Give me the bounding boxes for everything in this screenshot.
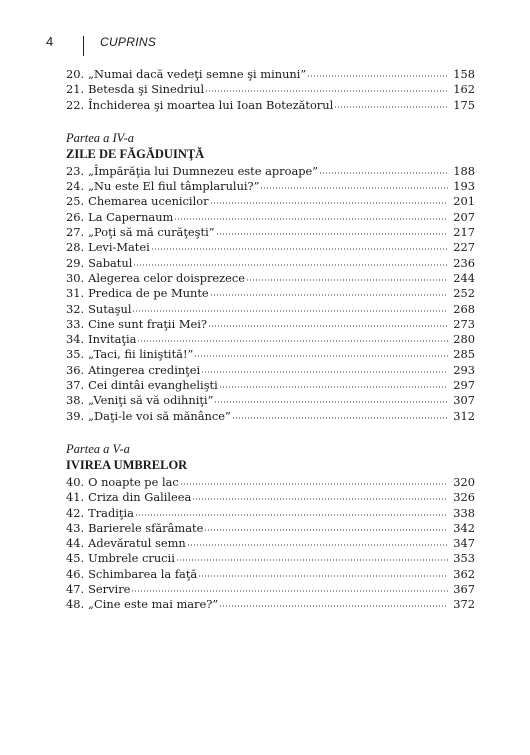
entry-page-number: 367 xyxy=(453,582,475,597)
entry-title: Levi-Matei xyxy=(88,240,150,255)
entry-title: Alegerea celor doisprezece xyxy=(88,270,246,285)
dot-leader xyxy=(133,255,448,267)
entry-title: Sutaşul xyxy=(88,301,132,316)
entry-page-number: 193 xyxy=(453,179,475,194)
entry-number: 26. xyxy=(66,209,85,224)
entry-number: 44. xyxy=(66,536,85,551)
part4-label: Partea a IV-a xyxy=(66,130,135,145)
entry-title: Servire xyxy=(88,582,131,597)
entry-title: La Capernaum xyxy=(88,209,174,224)
entry-page-number: 285 xyxy=(453,347,475,362)
entry-title: „Numai dacă vedeţi semne şi minuni” xyxy=(88,67,307,81)
running-header-title: CUPRINS xyxy=(100,35,157,49)
entry-page-number: 175 xyxy=(453,97,475,112)
entry-page-number: 207 xyxy=(453,209,475,224)
toc-entry[interactable] xyxy=(66,474,475,489)
part5-title: IVIREA UMBRELOR xyxy=(66,457,188,472)
dot-leader xyxy=(176,550,448,562)
entry-title: Schimbarea la faţă xyxy=(88,566,198,581)
dot-leader xyxy=(135,505,448,517)
dot-leader xyxy=(187,535,448,547)
entry-page-number: 244 xyxy=(453,270,475,285)
dot-leader xyxy=(201,362,448,374)
toc-entry[interactable] xyxy=(66,377,475,392)
dot-leader xyxy=(205,81,448,93)
toc-entry[interactable] xyxy=(66,209,475,224)
entry-number: 27. xyxy=(66,225,85,240)
entry-page-number: 338 xyxy=(453,505,475,520)
entry-title: „Veniţi să vă odihniţi” xyxy=(88,393,214,408)
toc-entry[interactable] xyxy=(66,596,475,611)
entry-number: 34. xyxy=(66,332,85,347)
entry-title: Betesda şi Sinedriul xyxy=(88,82,205,97)
toc-entry[interactable] xyxy=(66,505,475,520)
header-divider xyxy=(83,36,84,56)
entry-page-number: 158 xyxy=(453,67,475,81)
part4-title: ZILE DE FĂGĂDUINŢĂ xyxy=(66,146,205,161)
toc-entry[interactable] xyxy=(66,581,475,596)
entry-page-number: 362 xyxy=(453,566,475,581)
section-gap xyxy=(66,112,475,131)
entry-page-number: 297 xyxy=(453,378,475,393)
toc-entry[interactable] xyxy=(66,178,475,193)
dot-leader xyxy=(194,346,448,358)
entry-page-number: 293 xyxy=(453,362,475,377)
toc-entry[interactable] xyxy=(66,255,475,270)
entry-number: 25. xyxy=(66,194,85,209)
entry-page-number: 188 xyxy=(453,163,475,178)
part4-entries xyxy=(66,163,475,423)
toc-entry[interactable] xyxy=(66,408,475,423)
entry-page-number: 252 xyxy=(453,286,475,301)
entry-title: Chemarea ucenicilor xyxy=(88,194,209,209)
entry-title: O noapte pe lac xyxy=(88,474,179,489)
dot-leader xyxy=(219,596,448,608)
entry-title: Invitaţia xyxy=(88,332,137,347)
entry-number: 38. xyxy=(66,393,85,408)
toc-entry[interactable] xyxy=(66,520,475,535)
entry-page-number: 372 xyxy=(453,597,475,612)
dot-leader xyxy=(210,193,448,205)
page-number: 4 xyxy=(46,34,54,49)
dot-leader xyxy=(137,331,448,343)
dot-leader xyxy=(174,209,448,221)
entry-page-number: 217 xyxy=(453,225,475,240)
entry-page-number: 227 xyxy=(453,240,475,255)
toc-entry[interactable] xyxy=(66,331,475,346)
entry-title: Criza din Galileea xyxy=(88,490,192,505)
entry-title: Umbrele crucii xyxy=(88,551,175,566)
part5-label: Partea a V-a xyxy=(66,441,130,456)
entry-page-number: 307 xyxy=(453,393,475,408)
entry-page-number: 236 xyxy=(453,255,475,270)
dot-leader xyxy=(219,377,448,389)
entry-title: „Poţi să mă curăţeşti” xyxy=(88,225,215,240)
toc-entry[interactable] xyxy=(66,550,475,565)
entry-title: „Împărăţia lui Dumnezeu este aproape” xyxy=(88,163,319,178)
entry-page-number: 342 xyxy=(453,520,475,535)
dot-leader xyxy=(204,520,448,532)
entry-page-number: 268 xyxy=(453,301,475,316)
toc-entry[interactable] xyxy=(66,66,475,81)
entry-number: 33. xyxy=(66,316,85,331)
dot-leader xyxy=(131,581,448,593)
entry-number: 23. xyxy=(66,163,85,178)
toc-entry[interactable] xyxy=(66,346,475,361)
toc-entry[interactable] xyxy=(66,392,475,407)
toc-entry[interactable] xyxy=(66,285,475,300)
entry-title: Atingerea credinţei xyxy=(88,362,201,377)
dot-leader xyxy=(132,301,448,313)
entry-title: Adevăratul semn xyxy=(88,536,186,551)
entry-number: 41. xyxy=(66,490,85,505)
entry-number: 22. xyxy=(66,97,85,112)
dot-leader xyxy=(319,163,448,175)
entry-page-number: 312 xyxy=(453,408,475,423)
dot-leader xyxy=(232,408,448,420)
entry-title: Cine sunt fraţii Mei? xyxy=(88,316,207,331)
toc-entry[interactable] xyxy=(66,163,475,178)
entry-number: 20. xyxy=(66,67,85,81)
dot-leader xyxy=(210,285,448,297)
entry-number: 21. xyxy=(66,82,85,97)
toc-entry[interactable] xyxy=(66,239,475,254)
toc-entry[interactable] xyxy=(66,301,475,316)
toc-entry[interactable] xyxy=(66,224,475,239)
toc-entry[interactable] xyxy=(66,489,475,504)
entry-title: „Daţi-le voi să mănânce” xyxy=(88,408,231,423)
toc-entry[interactable] xyxy=(66,193,475,208)
entry-title: „Cine este mai mare?” xyxy=(88,597,219,612)
section-gap xyxy=(66,423,475,442)
dot-leader xyxy=(307,66,448,78)
entry-number: 30. xyxy=(66,270,85,285)
entry-page-number: 162 xyxy=(453,82,475,97)
table-of-contents xyxy=(66,66,475,612)
entry-number: 29. xyxy=(66,255,85,270)
toc-entry[interactable] xyxy=(66,362,475,377)
dot-leader xyxy=(246,270,448,282)
entry-page-number: 201 xyxy=(453,194,475,209)
entry-page-number: 320 xyxy=(453,474,475,489)
entry-number: 43. xyxy=(66,520,85,535)
entry-number: 35. xyxy=(66,347,85,362)
entry-number: 32. xyxy=(66,301,85,316)
entry-page-number: 347 xyxy=(453,536,475,551)
toc-entry[interactable] xyxy=(66,566,475,581)
dot-leader xyxy=(216,224,448,236)
entry-page-number: 353 xyxy=(453,551,475,566)
dot-leader xyxy=(334,97,448,109)
dot-leader xyxy=(151,239,448,251)
dot-leader xyxy=(260,178,448,190)
entry-number: 48. xyxy=(66,597,85,612)
entry-title: Sabatul xyxy=(88,255,133,270)
entry-number: 46. xyxy=(66,566,85,581)
dot-leader xyxy=(192,489,448,501)
part3-entries xyxy=(66,66,475,112)
running-header xyxy=(0,0,530,60)
entry-title: Predica de pe Munte xyxy=(88,286,209,301)
entry-title: Barierele sfărâmate xyxy=(88,520,204,535)
entry-title: „Taci, fii liniştită!” xyxy=(88,347,194,362)
dot-leader xyxy=(198,566,448,578)
entry-number: 39. xyxy=(66,408,85,423)
dot-leader xyxy=(208,316,448,328)
entry-number: 40. xyxy=(66,474,85,489)
toc-entry[interactable] xyxy=(66,97,475,112)
part5-entries xyxy=(66,474,475,612)
entry-title: Închiderea şi moartea lui Ioan Botezătorul xyxy=(88,97,334,112)
entry-page-number: 326 xyxy=(453,490,475,505)
entry-title: Tradiţia xyxy=(88,505,134,520)
entry-number: 36. xyxy=(66,362,85,377)
entry-number: 31. xyxy=(66,286,85,301)
toc-entry[interactable] xyxy=(66,316,475,331)
dot-leader xyxy=(180,474,448,486)
toc-entry[interactable] xyxy=(66,270,475,285)
toc-entry[interactable] xyxy=(66,535,475,550)
entry-number: 45. xyxy=(66,551,85,566)
entry-number: 47. xyxy=(66,582,85,597)
entry-number: 24. xyxy=(66,179,85,194)
entry-number: 42. xyxy=(66,505,85,520)
entry-number: 37. xyxy=(66,378,85,393)
entry-title: Cei dintâi evanghelişti xyxy=(88,378,218,393)
toc-entry[interactable] xyxy=(66,81,475,96)
entry-page-number: 273 xyxy=(453,316,475,331)
entry-page-number: 280 xyxy=(453,332,475,347)
entry-title: „Nu este El fiul tâmplarului?” xyxy=(88,179,260,194)
entry-number: 28. xyxy=(66,240,85,255)
dot-leader xyxy=(214,392,448,404)
